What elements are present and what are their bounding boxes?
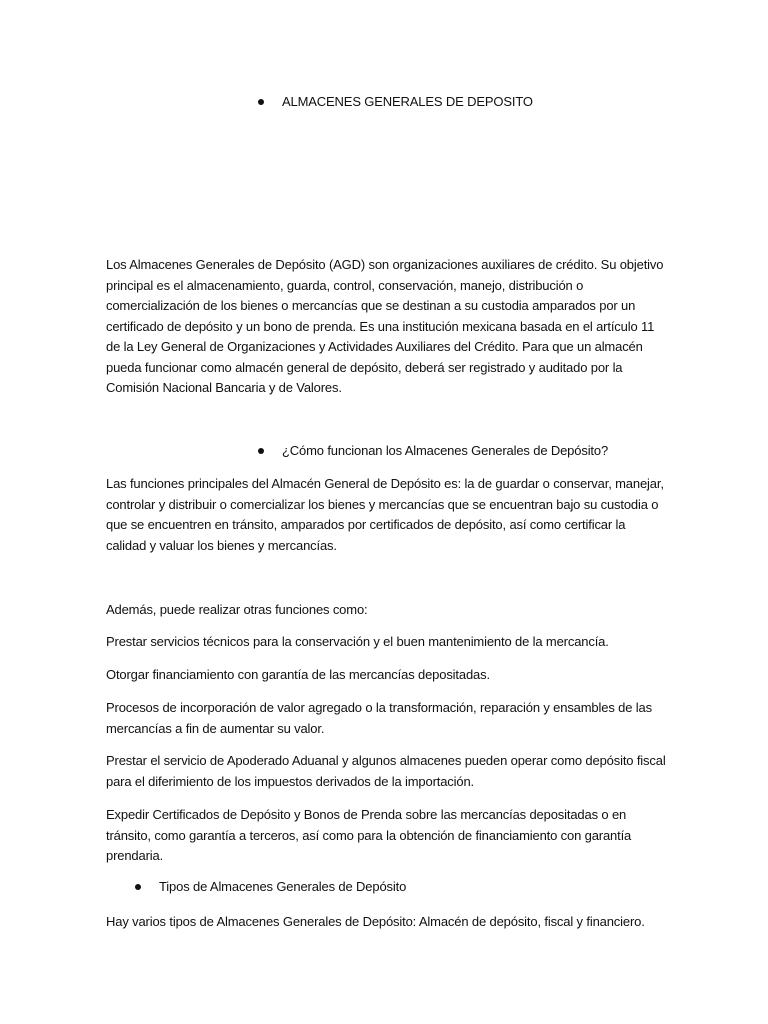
heading-text: ¿Cómo funcionan los Almacenes Generales de Depósito? <box>282 443 609 458</box>
expedir-paragraph: Expedir Certificados de Depósito y Bonos de Prenda sobre las mercancías depositadas o en tránsito, como garantía a terceros, así como para la obtención de financiamiento con garantía prendaria. <box>106 807 632 863</box>
tipos-paragraph: Hay varios tipos de Almacenes Generales de Depósito: Almacén de depósito, fiscal y financiero. <box>106 914 645 929</box>
heading-text: ALMACENES GENERALES DE DEPOSITO <box>282 94 533 109</box>
heading-text: Tipos de Almacenes Generales de Depósito <box>159 879 407 894</box>
procesos-paragraph: Procesos de incorporación de valor agregado o la transformación, reparación y ensambles de las mercancías a fin de aumentar su valor. <box>106 700 652 736</box>
otorgar-paragraph: Otorgar financiamiento con garantía de las mercancías depositadas. <box>106 667 490 682</box>
funciones-paragraph: Las funciones principales del Almacén General de Depósito es: la de guardar o conservar, manejar, controlar y distribuir o comercializar los bienes y mercancías que se encuentran bajo su custodia o que se encuentren en tránsito, amparados por certificados de depósito, así como certificar la calidad y valuar los bienes y mercancías. <box>106 476 664 553</box>
apoderado-paragraph: Prestar el servicio de Apoderado Aduanal y algunos almacenes pueden operar como depósito fiscal para el diferimiento de los impuestos derivados de la importación. <box>106 753 666 789</box>
heading-tipos <box>135 877 406 897</box>
prestar-servicios-paragraph: Prestar servicios técnicos para la conservación y el buen mantenimiento de la mercancía. <box>106 634 609 649</box>
intro-paragraph: Los Almacenes Generales de Depósito (AGD) son organizaciones auxiliares de crédito. Su objetivo principal es el almacenamiento, guarda, control, conservación, manejo, distribución o comercialización de los bienes o mercancías que se destinan a su custodia amparados por un certificado de depósito y un bono de prenda. Es una institución mexicana basada en el artículo 11 de la Ley General de Organizaciones y Actividades Auxiliares del Crédito. Para que un almacén pueda funcionar como almacén general de depósito, deberá ser registrado y auditado por la Comisión Nacional Bancaria y de Valores. <box>106 257 664 395</box>
bullet-icon <box>258 448 264 454</box>
bullet-icon <box>135 884 141 890</box>
heading-almacenes <box>258 92 533 112</box>
bullet-icon <box>258 99 264 105</box>
ademas-paragraph: Además, puede realizar otras funciones como: <box>106 602 368 617</box>
heading-como-funcionan <box>258 441 608 461</box>
